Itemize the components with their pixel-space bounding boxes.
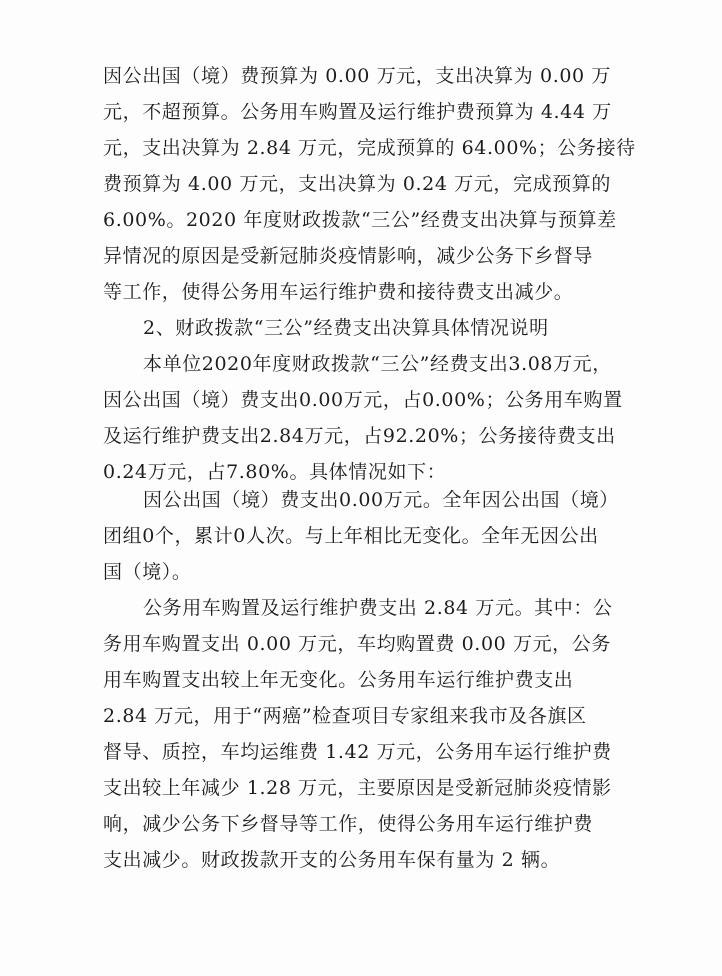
paragraph-summary	[103, 346, 633, 490]
text-line: 元，支出决算为 2.84 万元，完成预算的 64.00%；公务接待	[103, 137, 636, 159]
text-line: 因公出国（境）费支出0.00万元。全年因公出国（境）	[143, 489, 619, 511]
text-line: 异情况的原因是受新冠肺炎疫情影响，减少公务下乡督导	[103, 245, 594, 267]
text-line: 费预算为 4.00 万元，支出决算为 0.24 万元，完成预算的	[103, 173, 611, 195]
paragraph-vehicle-expenses	[103, 590, 633, 878]
heading-text: 2、财政拨款“三公”经费支出决算具体情况说明	[143, 317, 549, 339]
text-line: 国（境）。	[103, 561, 192, 583]
text-line: 用车购置支出较上年无变化。公务用车运行维护费支出	[103, 669, 574, 691]
text-line: 元，不超预算。公务用车购置及运行维护费预算为 4.44 万	[103, 101, 612, 123]
text-line: 督导、质控，车均运维费 1.42 万元，公务用车运行维护费	[103, 741, 612, 763]
paragraph-budget-comparison	[103, 58, 636, 310]
text-line: 支出较上年减少 1.28 万元，主要原因是受新冠肺炎疫情影	[103, 777, 612, 799]
text-line: 支出减少。财政拨款开支的公务用车保有量为 2 辆。	[103, 849, 561, 871]
paragraph-overseas-travel	[103, 482, 633, 590]
text-line: 0.24万元，占7.80%。具体情况如下：	[103, 461, 447, 483]
text-line: 本单位2020年度财政拨款“三公”经费支出3.08万元，	[143, 353, 612, 375]
text-line: 因公出国（境）费支出0.00万元，占0.00%；公务用车购置	[103, 389, 623, 411]
text-line: 响，减少公务下乡督导等工作，使得公务用车运行维护费	[103, 813, 594, 835]
text-line: 务用车购置支出 0.00 万元，车均购置费 0.00 万元，公务	[103, 633, 611, 655]
text-line: 等工作，使得公务用车运行维护费和接待费支出减少。	[103, 281, 574, 303]
text-line: 公务用车购置及运行维护费支出 2.84 万元。其中：公	[143, 597, 613, 619]
text-line: 团组0个，累计0人次。与上年相比无变化。全年无因公出	[103, 525, 599, 547]
text-line: 2.84 万元，用于“两癌”检查项目专家组来我市及各旗区	[103, 705, 587, 727]
section-heading	[103, 310, 633, 346]
text-line: 及运行维护费支出2.84万元，占92.20%；公务接待费支出	[103, 425, 616, 447]
text-line: 6.00%。2020 年度财政拨款“三公”经费支出决算与预算差	[103, 209, 617, 231]
text-line: 因公出国（境）费预算为 0.00 万元，支出决算为 0.00 万	[103, 65, 611, 87]
